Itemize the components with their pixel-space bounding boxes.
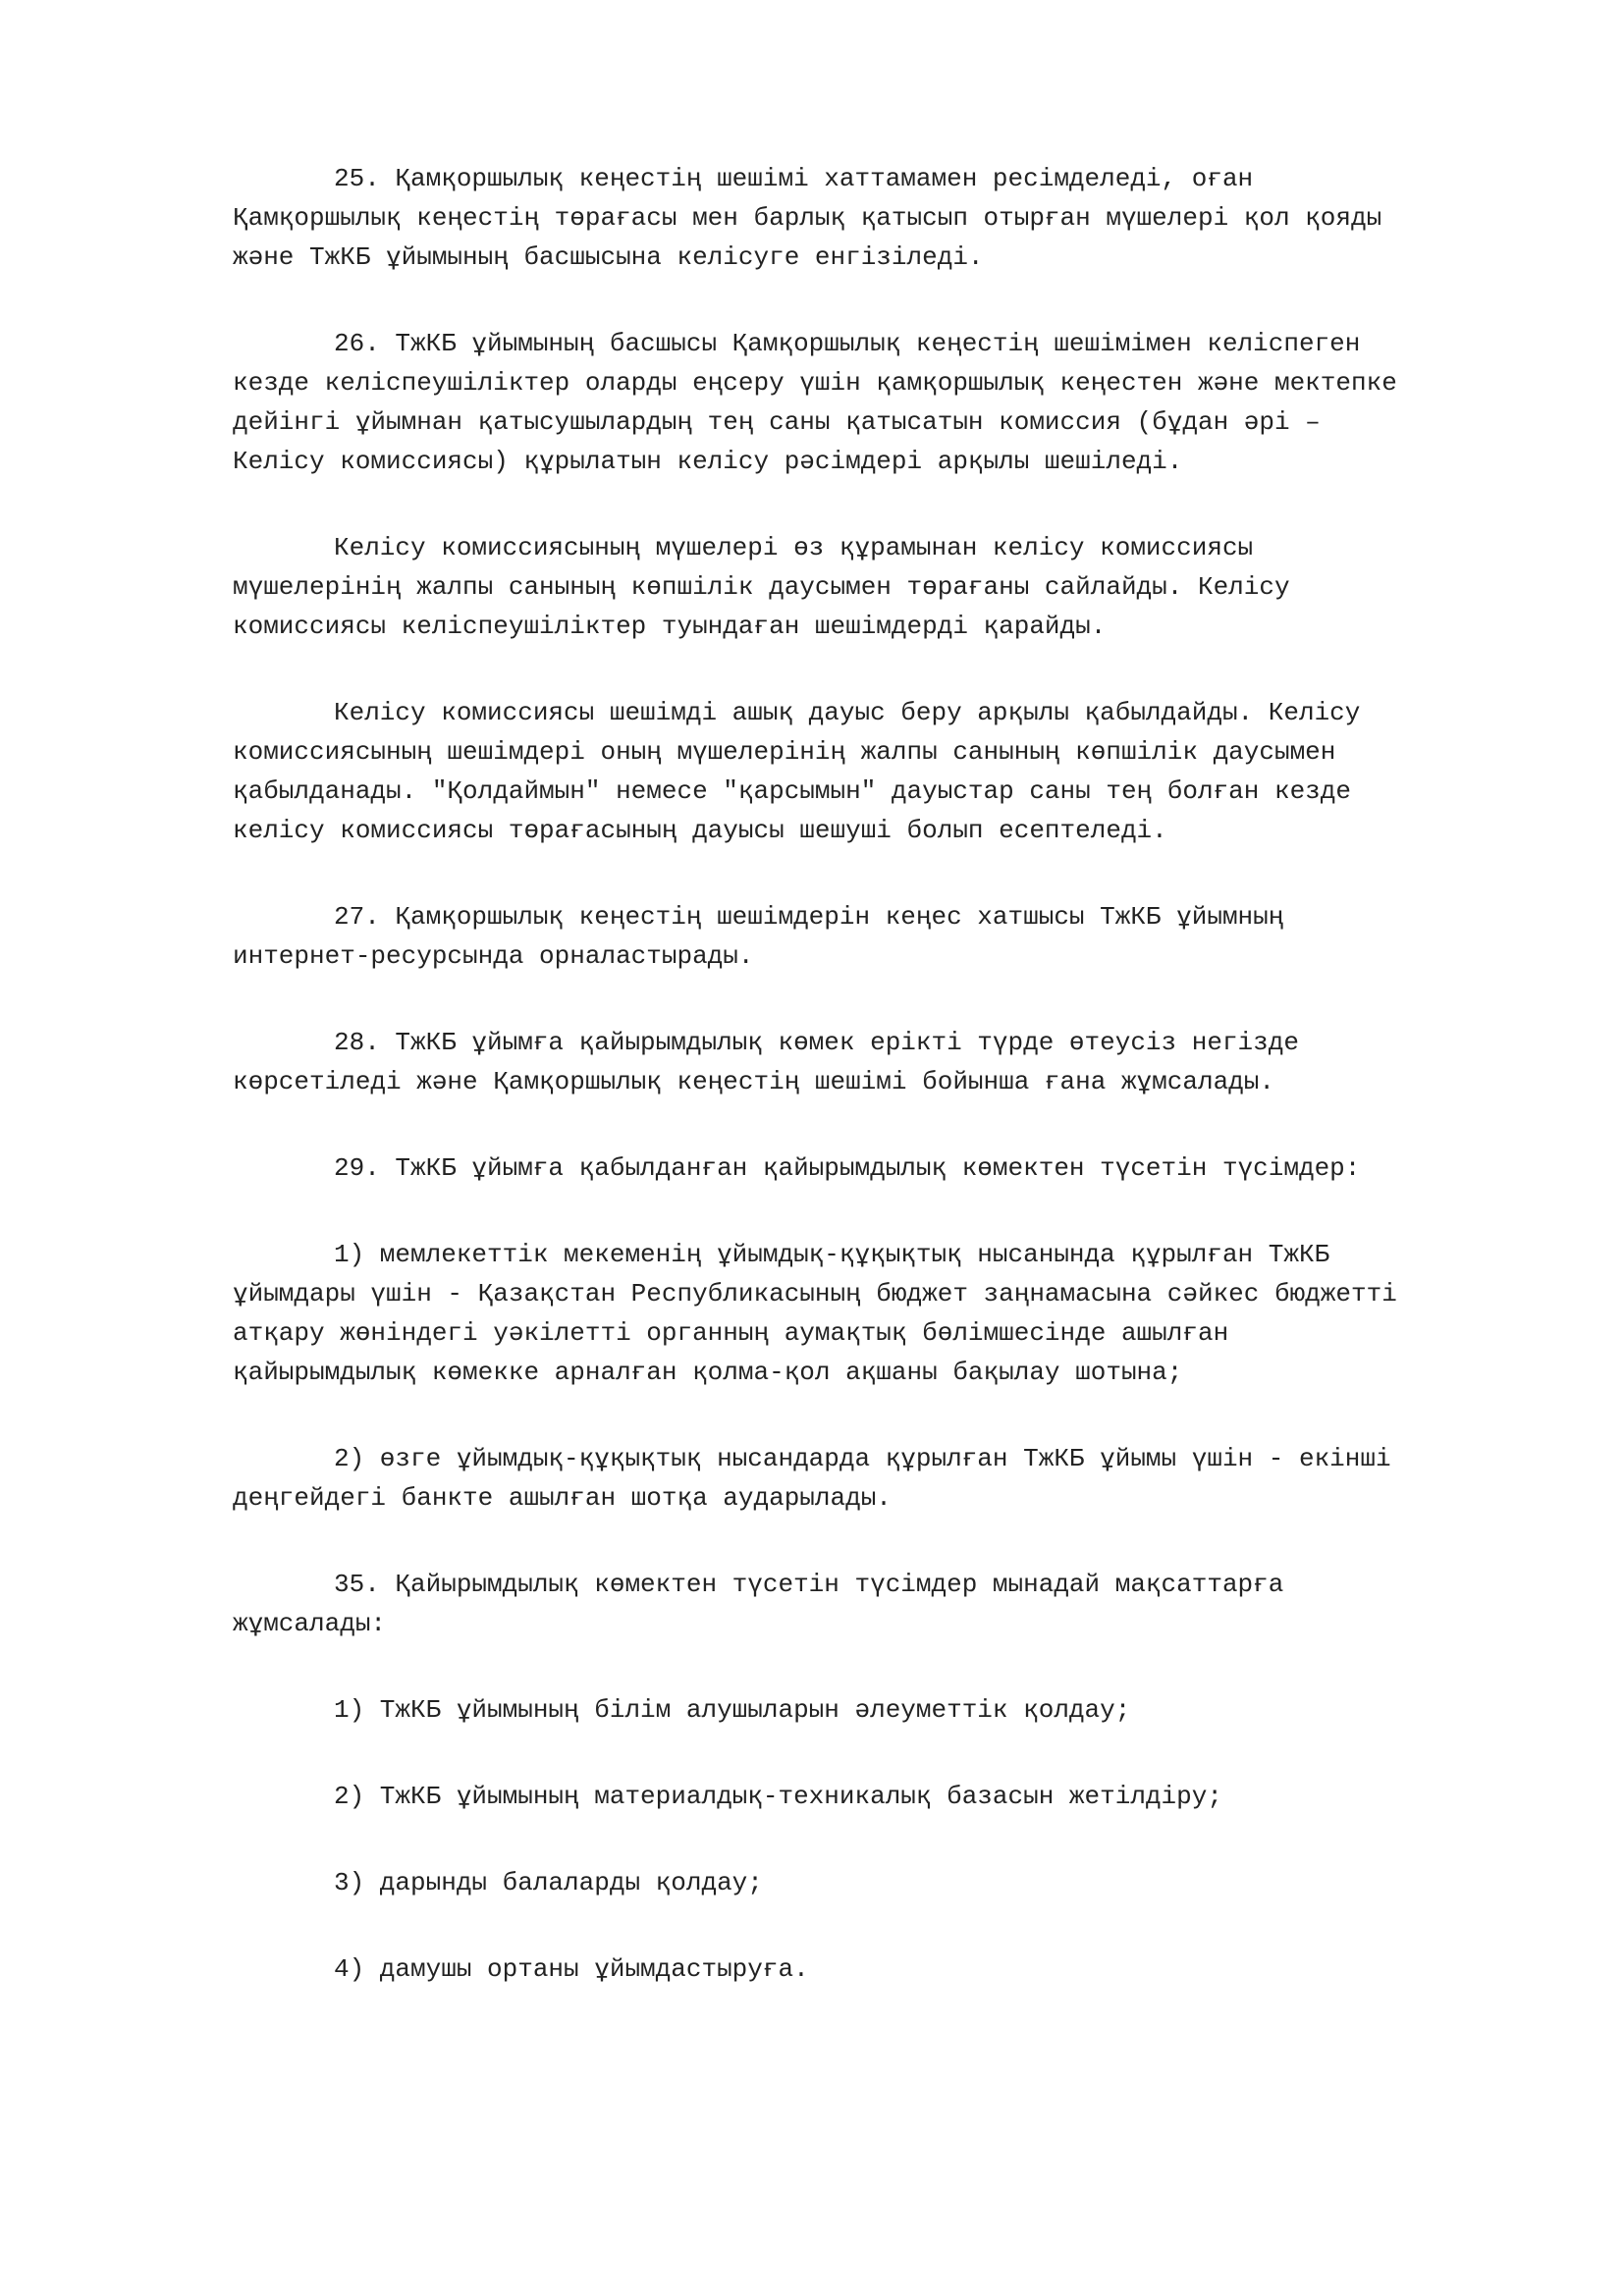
text-line: комиссиясының шешімдері оның мүшелерінің жалпы санының көпшілік даусымен <box>233 737 1336 767</box>
paragraph <box>233 324 1529 481</box>
paragraph <box>233 1148 1529 1188</box>
text-line: кезде келіспеушіліктер оларды еңсеру үшін қамқоршылық кеңестен және мектепке <box>233 368 1397 398</box>
paragraph <box>233 1863 1529 1902</box>
text-line: 35. Қайырымдылық көмектен түсетін түсімдер мынадай мақсаттарға <box>334 1570 1284 1599</box>
paragraph <box>233 528 1529 646</box>
text-line: көрсетіледі және Қамқоршылық кеңестің шешімі бойынша ғана жұмсалады. <box>233 1067 1274 1096</box>
paragraph <box>233 159 1529 277</box>
text-line: қабылданады. "Қолдаймын" немесе "қарсымын" дауыстар саны тең болған кезде <box>233 776 1351 806</box>
paragraph <box>233 1949 1529 1989</box>
paragraph <box>233 1439 1529 1518</box>
paragraph <box>233 897 1529 976</box>
text-line: 3) дарынды балаларды қолдау; <box>334 1868 763 1897</box>
text-line: атқару жөніндегі уәкілетті органның аумақтық бөлімшесінде ашылған <box>233 1318 1229 1348</box>
paragraph <box>233 1690 1529 1730</box>
text-line: 26. ТжКБ ұйымының басшысы Қамқоршылық кеңестің шешімімен келіспеген <box>334 329 1361 358</box>
paragraph <box>233 1235 1529 1392</box>
text-line: 2) ТжКБ ұйымының материалдық-техникалық базасын жетілдіру; <box>334 1782 1222 1811</box>
text-line: 27. Қамқоршылық кеңестің шешімдерін кеңес хатшысы ТжКБ ұйымның <box>334 902 1284 932</box>
text-line: 4) дамушы ортаны ұйымдастыруға. <box>334 1954 809 1984</box>
text-line: Келісу комиссиясы) құрылатын келісу рәсімдері арқылы шешіледі. <box>233 447 1183 476</box>
paragraph <box>233 1777 1529 1816</box>
document-body <box>233 159 1529 2036</box>
text-line: дейінгі ұйымнан қатысушылардың тең саны қатысатын комиссия (бұдан әрі – <box>233 407 1321 437</box>
text-line: Қамқоршылық кеңестің төрағасы мен барлық қатысып отырған мүшелері қол қояды <box>233 203 1382 233</box>
text-line: 1) мемлекеттік мекеменің ұйымдық-құқықтық нысанында құрылған ТжКБ <box>334 1240 1330 1269</box>
text-line: қайырымдылық көмекке арналған қолма-қол ақшаны бақылау шотына; <box>233 1358 1183 1387</box>
text-line: ұйымдары үшін - Қазақстан Республикасының бюджет заңнамасына сәйкес бюджетті <box>233 1279 1397 1308</box>
text-line: Келісу комиссиясы шешімді ашық дауыс беру арқылы қабылдайды. Келісу <box>334 698 1361 727</box>
text-line: және ТжКБ ұйымының басшысына келісуге енгізіледі. <box>233 242 984 272</box>
paragraph <box>233 1565 1529 1643</box>
text-line: 25. Қамқоршылық кеңестің шешімі хаттамамен ресімделеді, оған <box>334 164 1254 193</box>
text-line: Келісу комиссиясының мүшелері өз құрамынан келісу комиссиясы <box>334 533 1254 562</box>
paragraph <box>233 693 1529 850</box>
text-line: интернет-ресурсында орналастырады. <box>233 941 754 971</box>
text-line: 28. ТжКБ ұйымға қайырымдылық көмек ерікті түрде өтеусіз негізде <box>334 1028 1299 1057</box>
text-line: келісу комиссиясы төрағасының дауысы шешуші болып есептеледі. <box>233 816 1167 845</box>
paragraph <box>233 1023 1529 1101</box>
text-line: деңгейдегі банкте ашылған шотқа аударылады. <box>233 1483 892 1513</box>
text-line: мүшелерінің жалпы санының көпшілік даусымен төрағаны сайлайды. Келісу <box>233 572 1290 602</box>
text-line: 29. ТжКБ ұйымға қабылданған қайырымдылық көмектен түсетін түсімдер: <box>334 1153 1361 1183</box>
text-line: комиссиясы келіспеушіліктер туындаған шешімдерді қарайды. <box>233 612 1107 641</box>
text-line: 1) ТжКБ ұйымының білім алушыларын әлеуметтік қолдау; <box>334 1695 1131 1725</box>
text-line: жұмсалады: <box>233 1609 387 1638</box>
text-line: 2) өзге ұйымдық-құқықтық нысандарда құрылған ТжКБ ұйымы үшін - екінші <box>334 1444 1391 1473</box>
